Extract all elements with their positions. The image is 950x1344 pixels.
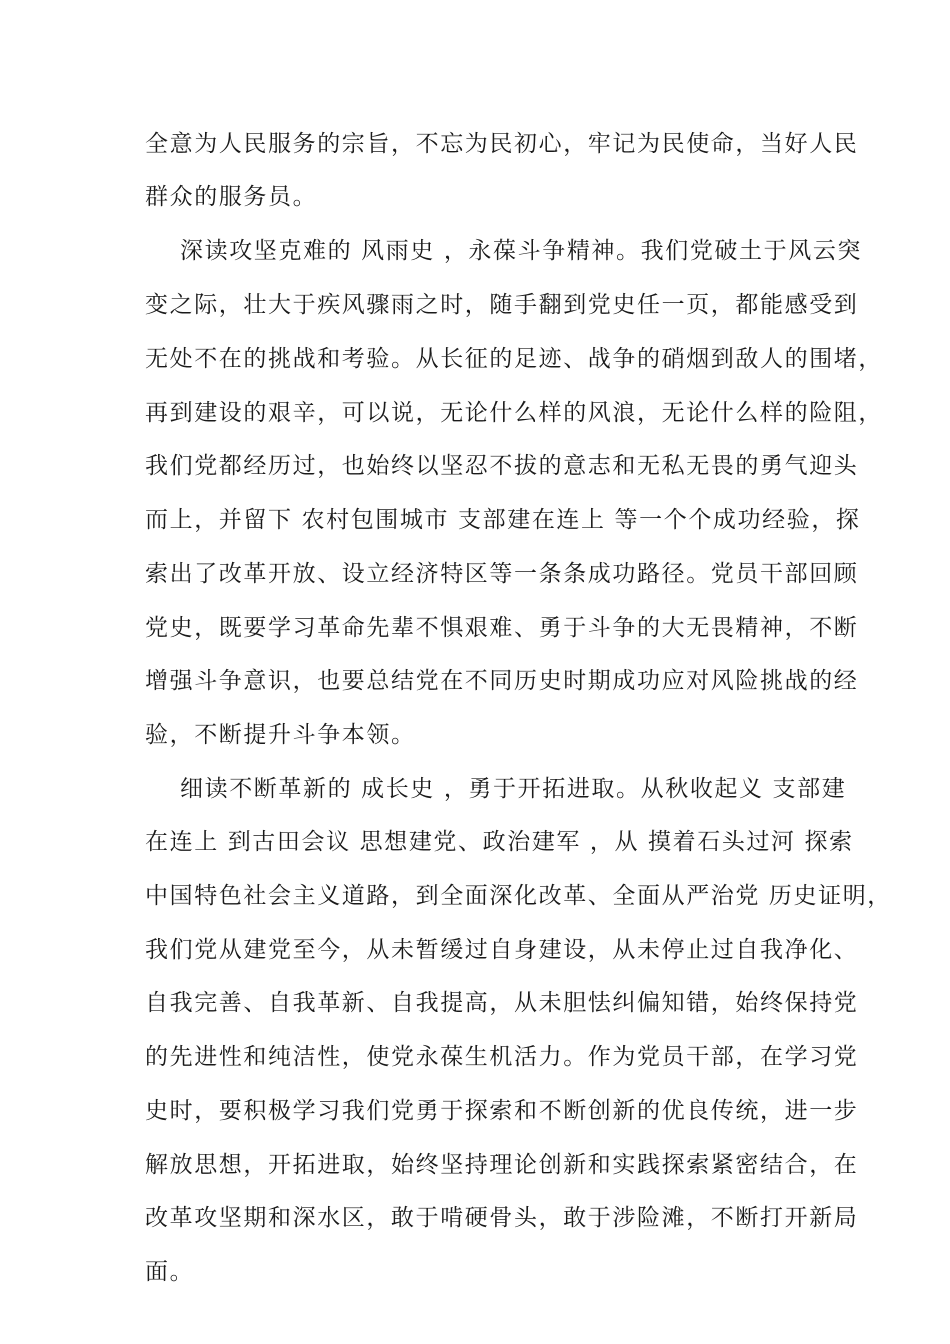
paragraph-2-line-6: 而上，并留下 农村包围城市 支部建在连上 等一个个成功经验，探 [145, 507, 861, 533]
paragraph-3-line-7: 史时，要积极学习我们党勇于探索和不断创新的优良传统，进一步 [145, 1098, 859, 1124]
paragraph-2-line-8: 党史，既要学习革命先辈不惧艰难、勇于斗争的大无畏精神，不断 [145, 615, 859, 641]
paragraph-2-line-3: 无处不在的挑战和考验。从长征的足迹、战争的硝烟到敌人的围堵， [145, 346, 883, 372]
paragraph-2-line-10: 验，不断提升斗争本领。 [145, 722, 416, 748]
paragraph-3-line-6: 的先进性和纯洁性，使党永葆生机活力。作为党员干部，在学习党 [145, 1044, 859, 1070]
paragraph-2-line-4: 再到建设的艰辛，可以说，无论什么样的风浪，无论什么样的险阻， [145, 400, 883, 426]
paragraph-1-line-1: 全意为人民服务的宗旨，不忘为民初心，牢记为民使命，当好人民 [145, 131, 859, 157]
paragraph-2-line-1: 深读攻坚克难的 风雨史 ，永葆斗争精神。我们党破土于风云突 [180, 238, 863, 264]
paragraph-3-line-2: 在连上 到古田会议 思想建党、政治建军 ，从 摸着石头过河 探索 [145, 829, 854, 855]
paragraph-3-line-5: 自我完善、自我革新、自我提高，从未胆怯纠偏知错，始终保持党 [145, 990, 859, 1016]
paragraph-3-line-8: 解放思想，开拓进取，始终坚持理论创新和实践探索紧密结合，在 [145, 1152, 859, 1178]
paragraph-2-line-7: 索出了改革开放、设立经济特区等一条条成功路径。党员干部回顾 [145, 561, 859, 587]
paragraph-2-line-5: 我们党都经历过，也始终以坚忍不拔的意志和无私无畏的勇气迎头 [145, 453, 859, 479]
paragraph-3-line-1: 细读不断革新的 成长史 ，勇于开拓进取。从秋收起义 支部建 [180, 776, 847, 802]
paragraph-2-line-9: 增强斗争意识，也要总结党在不同历史时期成功应对风险挑战的经 [145, 668, 859, 694]
paragraph-3-line-9: 改革攻坚期和深水区，敢于啃硬骨头，敢于涉险滩，不断打开新局 [145, 1205, 859, 1231]
paragraph-3-line-4: 我们党从建党至今，从未暂缓过自身建设，从未停止过自我净化、 [145, 937, 859, 963]
paragraph-1-line-2: 群众的服务员。 [145, 184, 318, 210]
paragraph-2-line-2: 变之际，壮大于疾风骤雨之时，随手翻到党史任一页，都能感受到 [145, 292, 859, 318]
paragraph-3-line-3: 中国特色社会主义道路，到全面深化改革、全面从严治党 历史证明， [145, 883, 892, 909]
paragraph-3-line-10: 面。 [145, 1259, 195, 1285]
